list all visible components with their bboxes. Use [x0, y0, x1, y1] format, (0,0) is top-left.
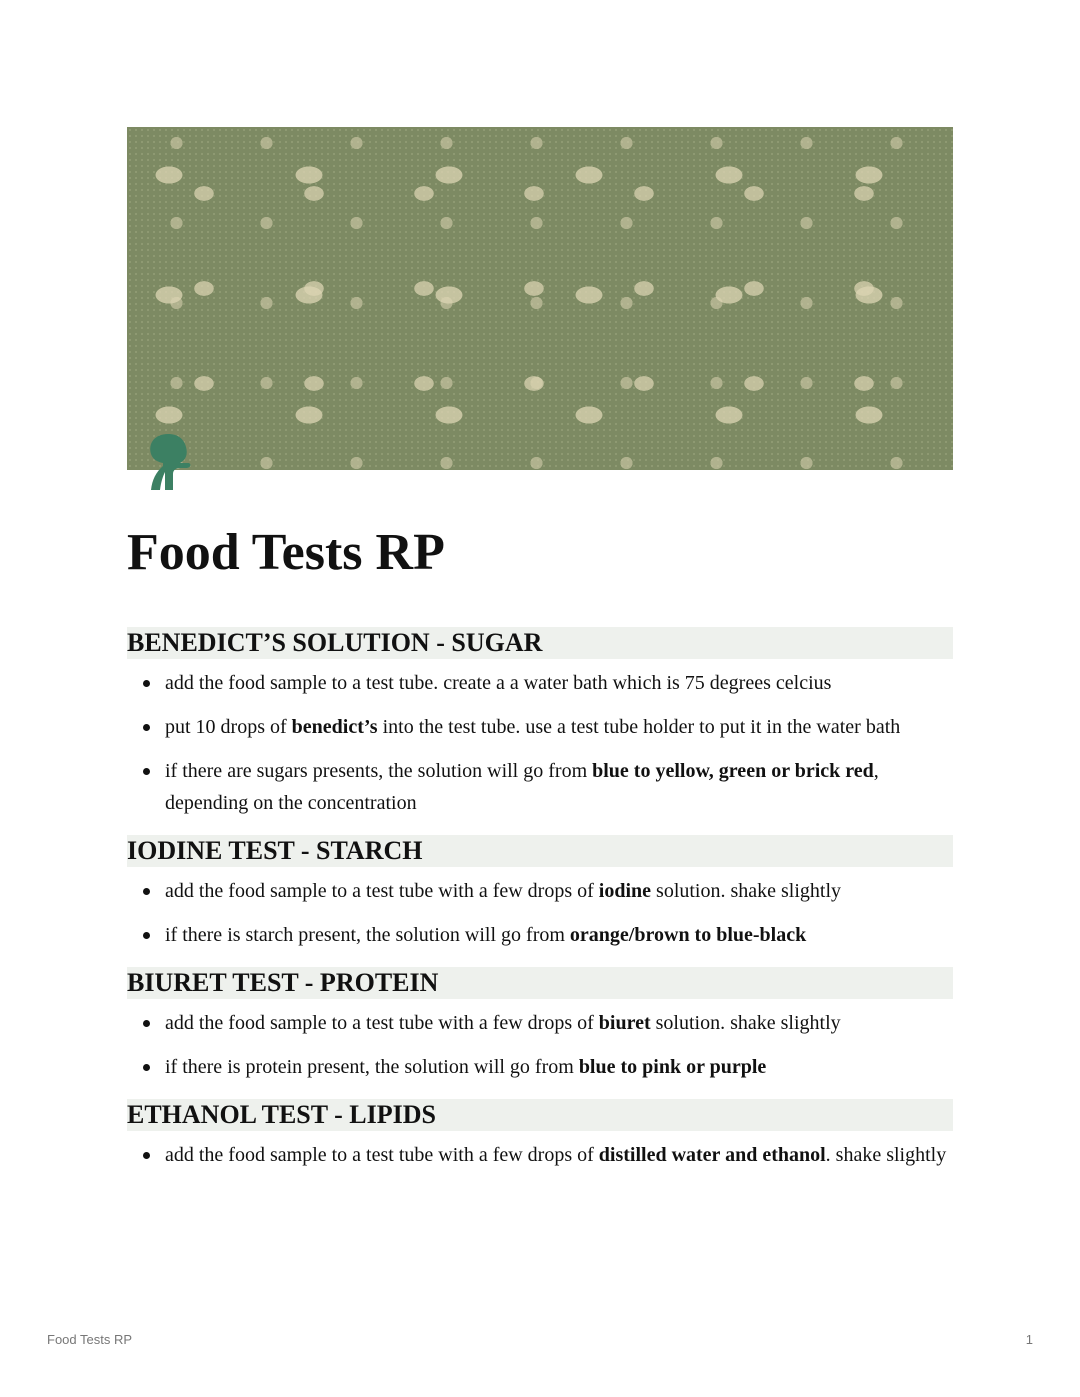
bold-text: benedict’s [291, 716, 378, 738]
bullet-list [127, 1007, 953, 1083]
bullet-list [127, 1139, 953, 1171]
text: if there is starch present, the solution will go from [165, 924, 570, 946]
section [127, 627, 953, 819]
list-item [127, 755, 953, 819]
footer-title: Food Tests RP [47, 1332, 133, 1347]
list-item [127, 1007, 953, 1039]
list-item [127, 667, 953, 699]
text: if there are sugars presents, the solution will go from [165, 760, 593, 782]
text: put 10 drops of [165, 716, 292, 738]
bold-text: iodine [598, 880, 652, 902]
cover-image [127, 127, 953, 470]
tree-icon [146, 432, 196, 492]
section-heading: BIURET TEST - PROTEIN [127, 967, 953, 999]
section-heading: IODINE TEST - STARCH [127, 835, 953, 867]
list-item [127, 711, 953, 743]
bold-text: orange/brown to blue-black [569, 924, 807, 946]
text: , depending on the concentration [165, 760, 879, 814]
section-heading: BENEDICT’S SOLUTION - SUGAR [127, 627, 953, 659]
text: add the food sample to a test tube. create a a water bath which is 75 degrees celcius [165, 672, 832, 694]
text: add the food sample to a test tube with a few drops of [165, 1144, 599, 1166]
bold-text: biuret [598, 1012, 651, 1034]
bold-text: blue to pink or purple [578, 1056, 767, 1078]
section-heading: ETHANOL TEST - LIPIDS [127, 1099, 953, 1131]
bullet-list [127, 875, 953, 951]
list-item [127, 919, 953, 951]
page-title: Food Tests RP [127, 524, 445, 581]
text: . shake slightly [825, 1144, 947, 1166]
text: if there is protein present, the solution will go from [165, 1056, 579, 1078]
list-item [127, 1051, 953, 1083]
list-item [127, 875, 953, 907]
text: solution. shake slightly [650, 1012, 841, 1034]
text: into the test tube. use a test tube holder to put it in the water bath [377, 716, 901, 738]
text: add the food sample to a test tube with a few drops of [165, 1012, 599, 1034]
bold-text: distilled water and ethanol [598, 1144, 826, 1166]
bold-text: blue to yellow, green or brick red [592, 760, 874, 782]
section [127, 835, 953, 951]
bullet-list [127, 667, 953, 819]
list-item [127, 1139, 953, 1171]
page-content [127, 627, 953, 1187]
text: solution. shake slightly [651, 880, 842, 902]
footer-page-number: 1 [1025, 1332, 1033, 1347]
section [127, 967, 953, 1083]
text: add the food sample to a test tube with a few drops of [165, 880, 599, 902]
section [127, 1099, 953, 1171]
